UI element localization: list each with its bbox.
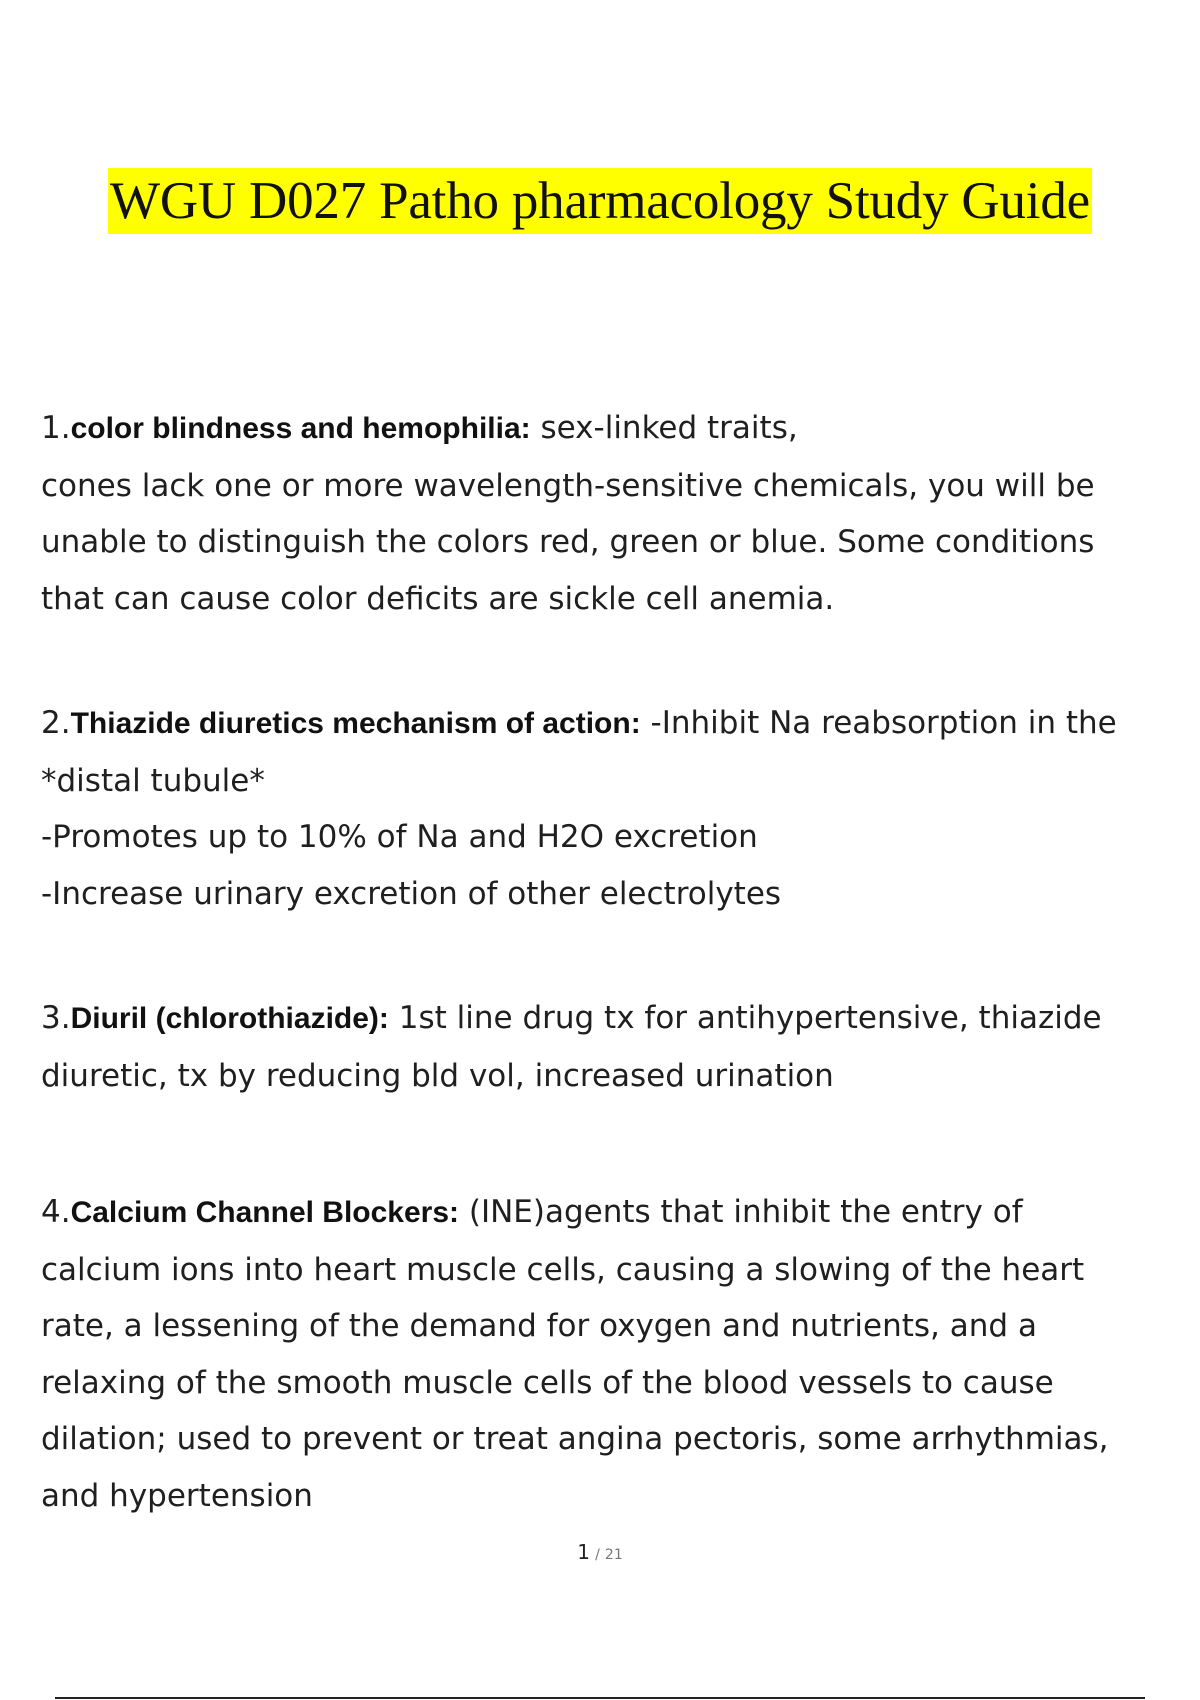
study-entry-2: [41, 695, 1181, 922]
entry-first-line: [41, 1184, 1181, 1242]
entry-term: Diuril (chlorothiazide):: [70, 1002, 389, 1035]
entry-number: 4.: [41, 1194, 71, 1230]
entry-text: -Promotes up to 10% of Na and H2O excretion: [41, 819, 758, 855]
entry-text: sex-linked traits,: [530, 410, 798, 446]
entry-term: Calcium Channel Blockers:: [70, 1196, 460, 1229]
page-divider: [55, 1697, 1145, 1699]
entry-number: 1.: [41, 410, 71, 446]
entry-text: *distal tubule*: [41, 762, 265, 799]
study-entry-1: [41, 400, 1181, 627]
entry-text: diuretic, tx by reducing bld vol, increased urination: [41, 1057, 834, 1094]
entry-text: dilation; used to prevent or treat angina pectoris, some arrhythmias,: [41, 1421, 1109, 1457]
entry-text: unable to distinguish the colors red, green or blue. Some conditions: [41, 524, 1095, 560]
entry-text: calcium ions into heart muscle cells, causing a slowing of the heart: [41, 1251, 1085, 1288]
entry-text: that can cause color deficits are sickle cell anemia.: [41, 580, 835, 617]
entry-number: 3.: [41, 1000, 71, 1036]
entry-text: and hypertension: [41, 1477, 313, 1514]
page-separator: /: [595, 1547, 600, 1563]
page-number: [0, 1540, 1200, 1564]
document-title: WGU D027 Patho pharmacology Study Guide: [108, 168, 1092, 234]
entry-first-line: [41, 695, 1181, 753]
entry-text: cones lack one or more wavelength-sensitive chemicals, you will be: [41, 467, 1095, 504]
entry-first-line: [41, 400, 1181, 458]
study-entry-3: [41, 990, 1181, 1104]
current-page: 1: [577, 1540, 590, 1564]
entry-text: relaxing of the smooth muscle cells of the blood vessels to cause: [41, 1364, 1054, 1401]
entry-text: 1st line drug tx for antihypertensive, thiazide: [388, 1000, 1102, 1036]
entry-number: 2.: [41, 705, 71, 741]
total-pages: 21: [604, 1547, 623, 1563]
entry-term: Thiazide diuretics mechanism of action:: [70, 707, 641, 740]
entry-text: rate, a lessening of the demand for oxygen and nutrients, and a: [41, 1308, 1037, 1344]
title-block: [0, 168, 1200, 234]
entry-term: color blindness and hemophilia:: [70, 412, 531, 445]
entry-text: -Inhibit Na reabsorption in the: [640, 705, 1117, 741]
entry-text: -Increase urinary excretion of other electrolytes: [41, 875, 782, 912]
entry-first-line: [41, 990, 1181, 1048]
entry-text: (INE)agents that inhibit the entry of: [459, 1194, 1023, 1230]
study-entry-4: [41, 1184, 1181, 1524]
